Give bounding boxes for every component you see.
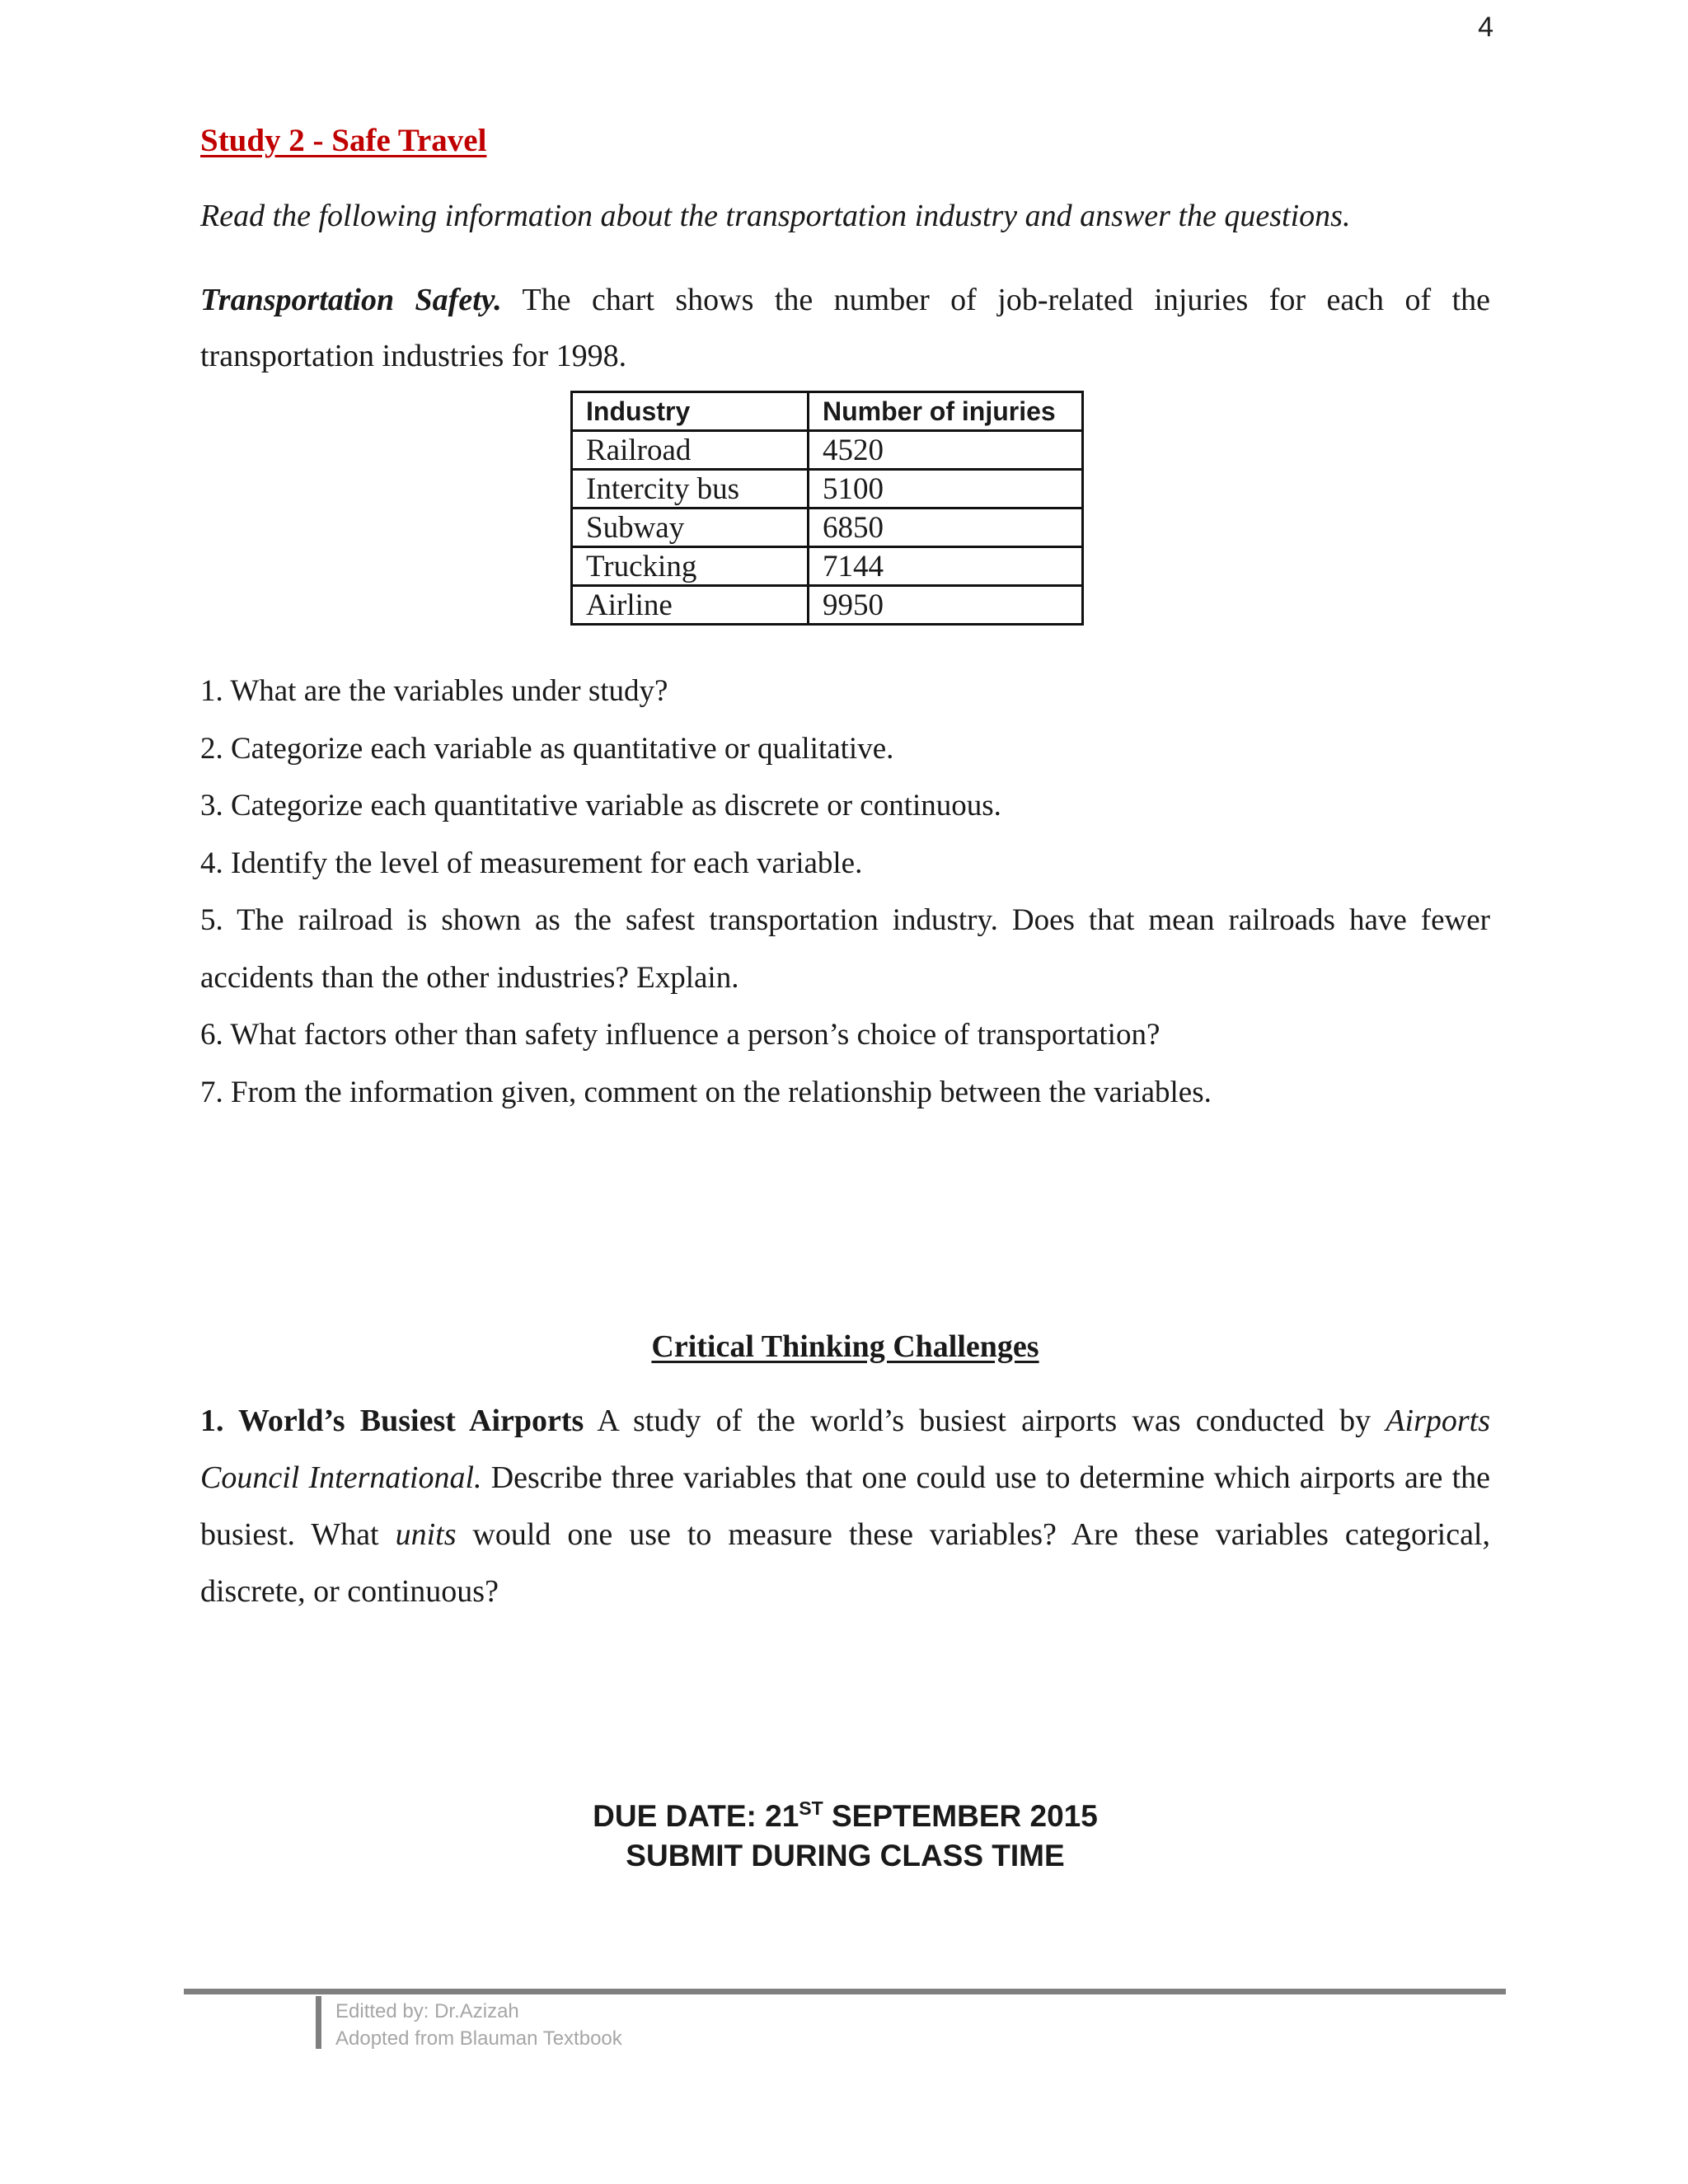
question-item: 6. What factors other than safety influence a person’s choice of transportation? [200, 1018, 1160, 1052]
footer-edited-by: Editted by: Dr.Azizah [335, 2000, 519, 2022]
table-cell-injuries: 4520 [809, 431, 1083, 470]
due-date-month: SEPTEMBER 2015 [823, 1799, 1098, 1833]
ct-text-3: would one use to measure these variables? Are these variables categorical, discrete, or continuous? [200, 1517, 1490, 1609]
study-intro [200, 272, 1490, 384]
table-cell-industry: Subway [572, 509, 809, 547]
table-cell-injuries: 9950 [809, 586, 1083, 625]
table-cell-injuries: 5100 [809, 470, 1083, 509]
footer-text [335, 1998, 622, 2052]
ct-units: units [395, 1517, 457, 1552]
ct-text-2: Describe three variables that one could use to determine which airports are the busiest. What [200, 1460, 1490, 1552]
intro-lead: Transportation Safety. [200, 283, 502, 317]
due-date-prefix: DUE DATE: 21 [593, 1799, 799, 1833]
page-number: 4 [1478, 12, 1493, 43]
intro-text: The chart shows the number of job-related injuries for each of the transportation industries for 1998. [200, 283, 1490, 373]
due-date-line [200, 1797, 1490, 1836]
question-list [200, 663, 1490, 1121]
table-cell-industry: Intercity bus [572, 470, 809, 509]
question-item: 5. The railroad is shown as the safest transportation industry. Does that mean railroads have fewer accidents than the other industries? Explain. [200, 903, 1490, 995]
question-item: 2. Categorize each variable as quantitative or qualitative. [200, 731, 894, 766]
table-row [572, 509, 1083, 547]
study-instruction: Read the following information about the transportation industry and answer the questions. [200, 199, 1351, 233]
table-row [572, 470, 1083, 509]
table-cell-industry: Trucking [572, 547, 809, 586]
critical-thinking-question [200, 1393, 1490, 1620]
footer-adopted: Adopted from Blauman Textbook [335, 2027, 622, 2050]
table-cell-injuries: 6850 [809, 509, 1083, 547]
study-heading: Study 2 - Safe Travel [200, 123, 487, 158]
table-header-row [572, 392, 1083, 431]
table-cell-injuries: 7144 [809, 547, 1083, 586]
table-row [572, 586, 1083, 625]
table-header-industry: Industry [572, 392, 809, 431]
question-item: 4. Identify the level of measurement for each variable. [200, 846, 863, 880]
footer-vertical-bar [316, 1996, 321, 2049]
submit-line: SUBMIT DURING CLASS TIME [626, 1839, 1065, 1872]
due-date-block [200, 1797, 1490, 1876]
table-row [572, 431, 1083, 470]
footer-divider [184, 1989, 1506, 1994]
ct-source: Airports Council International. [200, 1404, 1490, 1495]
critical-thinking-title: Critical Thinking Challenges [651, 1329, 1039, 1364]
table-cell-industry: Airline [572, 586, 809, 625]
question-item: 1. What are the variables under study? [200, 674, 668, 708]
question-item: 3. Categorize each quantitative variable as discrete or continuous. [200, 789, 1001, 823]
due-date-suffix-sup: ST [799, 1797, 823, 1819]
question-item: 7. From the information given, comment on the relationship between the variables. [200, 1075, 1212, 1109]
injuries-table [570, 391, 1084, 626]
ct-lead: 1. World’s Busiest Airports [200, 1404, 584, 1438]
ct-text-1: A study of the world’s busiest airports was conducted by [584, 1404, 1386, 1438]
table-header-injuries: Number of injuries [809, 392, 1083, 431]
table-row [572, 547, 1083, 586]
table-cell-industry: Railroad [572, 431, 809, 470]
